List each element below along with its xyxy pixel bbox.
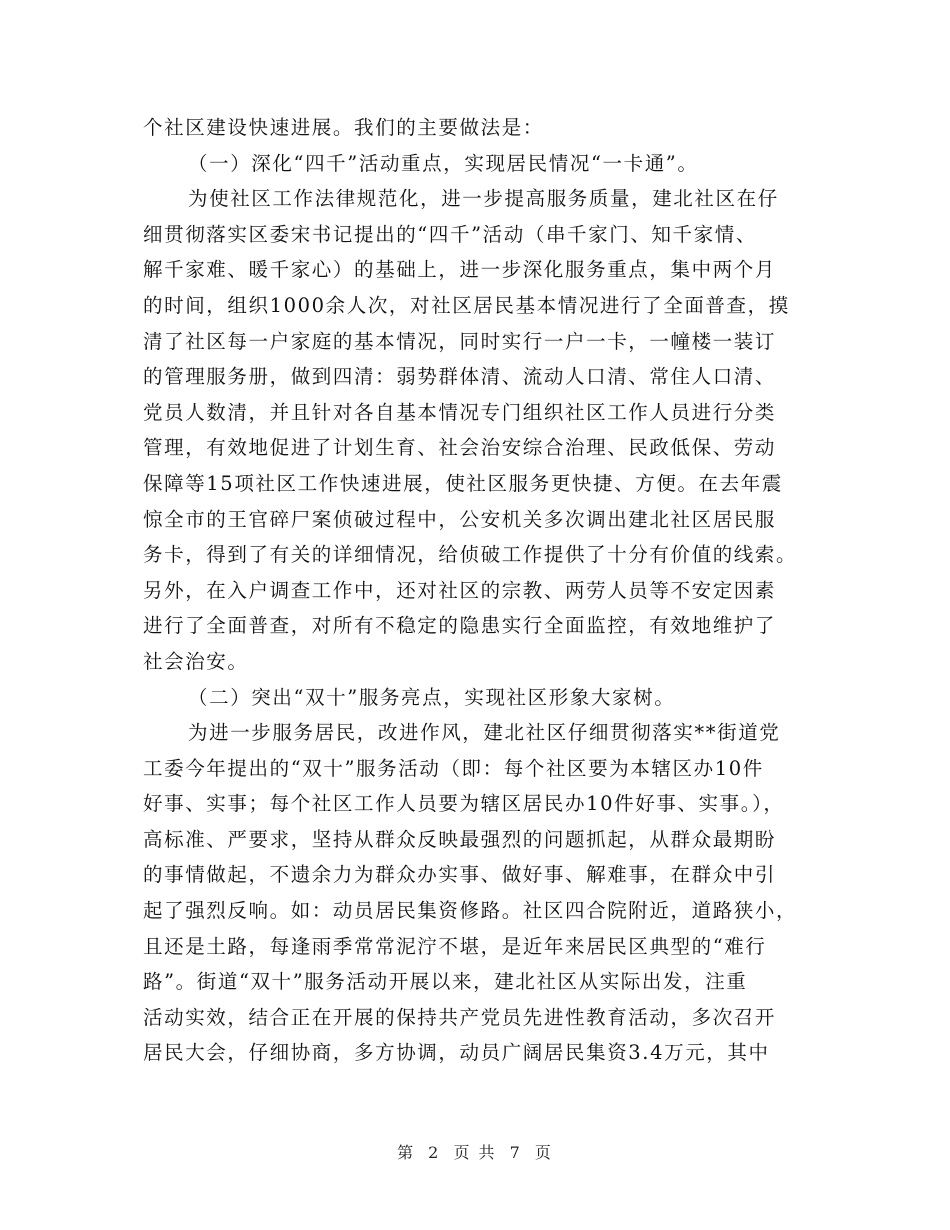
text-line: 起了强烈反响。如：动员居民集资修路。社区四合院附近，道路狭小， bbox=[143, 899, 798, 923]
footer-middle: 页 共 bbox=[453, 1143, 497, 1162]
text-line: 社会治安。 bbox=[143, 649, 249, 673]
text-line: 务卡，得到了有关的详细情况，给侦破工作提供了十分有价值的线索。 bbox=[143, 543, 798, 567]
text-line: 路”。街道“双十”服务活动开展以来，建北社区从实际出发，注重 bbox=[143, 970, 748, 994]
text-line: 进行了全面普查，对所有不稳定的隐患实行全面监控，有效地维护了 bbox=[143, 614, 777, 638]
text-line: 为使社区工作法律规范化，进一步提高服务质量，建北社区在仔 bbox=[188, 187, 779, 211]
text-line: 的事情做起，不遗余力为群众办实事、做好事、解难事，在群众中引 bbox=[143, 863, 777, 887]
document-body bbox=[143, 110, 813, 1071]
text-line: （一）深化“四千”活动重点，实现居民情况“一卡通”。 bbox=[188, 151, 699, 175]
text-line: 解千家难、暖千家心）的基础上，进一步深化服务重点，集中两个月 bbox=[143, 258, 777, 282]
text-line: 且还是土路，每逢雨季常常泥泞不堪，是近年来居民区典型的“难行 bbox=[143, 934, 767, 958]
text-line: 党员人数清，并且针对各自基本情况专门组织社区工作人员进行分类 bbox=[143, 400, 777, 424]
text-line: 好事、实事；每个社区工作人员要为辖区居民办10件好事、实事。）， bbox=[143, 792, 785, 816]
text-line: 清了社区每一户家庭的基本情况，同时实行一户一卡，一幢楼一装订 bbox=[143, 329, 777, 353]
footer-total-pages: 7 bbox=[509, 1143, 522, 1162]
footer-page-number: 2 bbox=[428, 1143, 441, 1162]
text-line: 个社区建设快速进展。我们的主要做法是： bbox=[143, 116, 544, 139]
text-line: 保障等15项社区工作快速进展，使社区服务更快捷、方便。在去年震 bbox=[143, 471, 783, 495]
footer-prefix: 第 bbox=[397, 1143, 416, 1162]
text-line: 活动实效，结合正在开展的保持共产党员先进性教育活动，多次召开 bbox=[143, 1005, 777, 1029]
text-line: 惊全市的王官碎尸案侦破过程中，公安机关多次调出建北社区居民服 bbox=[143, 507, 777, 531]
text-line: 的管理服务册，做到四清：弱势群体清、流动人口清、常住人口清、 bbox=[143, 365, 777, 389]
text-line: 高标准、严要求，坚持从群众反映最强烈的问题抓起，从群众最期盼 bbox=[143, 827, 777, 851]
text-line: 管理，有效地促进了计划生育、社会治安综合治理、民政低保、劳动 bbox=[143, 436, 777, 460]
text-line: 工委今年提出的“双十”服务活动（即：每个社区要为本辖区办10件 bbox=[143, 756, 764, 780]
text-line: 为进一步服务居民，改进作风，建北社区仔细贯彻落实**街道党 bbox=[188, 721, 781, 745]
footer-suffix: 页 bbox=[534, 1143, 553, 1162]
text-line: （二）突出“双十”服务亮点，实现社区形象大家树。 bbox=[188, 685, 676, 709]
text-line: 另外，在入户调查工作中，还对社区的宗教、两劳人员等不安定因素 bbox=[143, 578, 777, 602]
text-line: 的时间，组织1000余人次，对社区居民基本情况进行了全面普查，摸 bbox=[143, 293, 790, 317]
text-line: 细贯彻落实区委宋书记提出的“四千”活动（串千家门、知千家情、 bbox=[143, 222, 757, 246]
text-line: 居民大会，仔细协商，多方协调，动员广阔居民集资3.4万元，其中 bbox=[143, 1041, 770, 1065]
page-footer bbox=[0, 1140, 950, 1163]
